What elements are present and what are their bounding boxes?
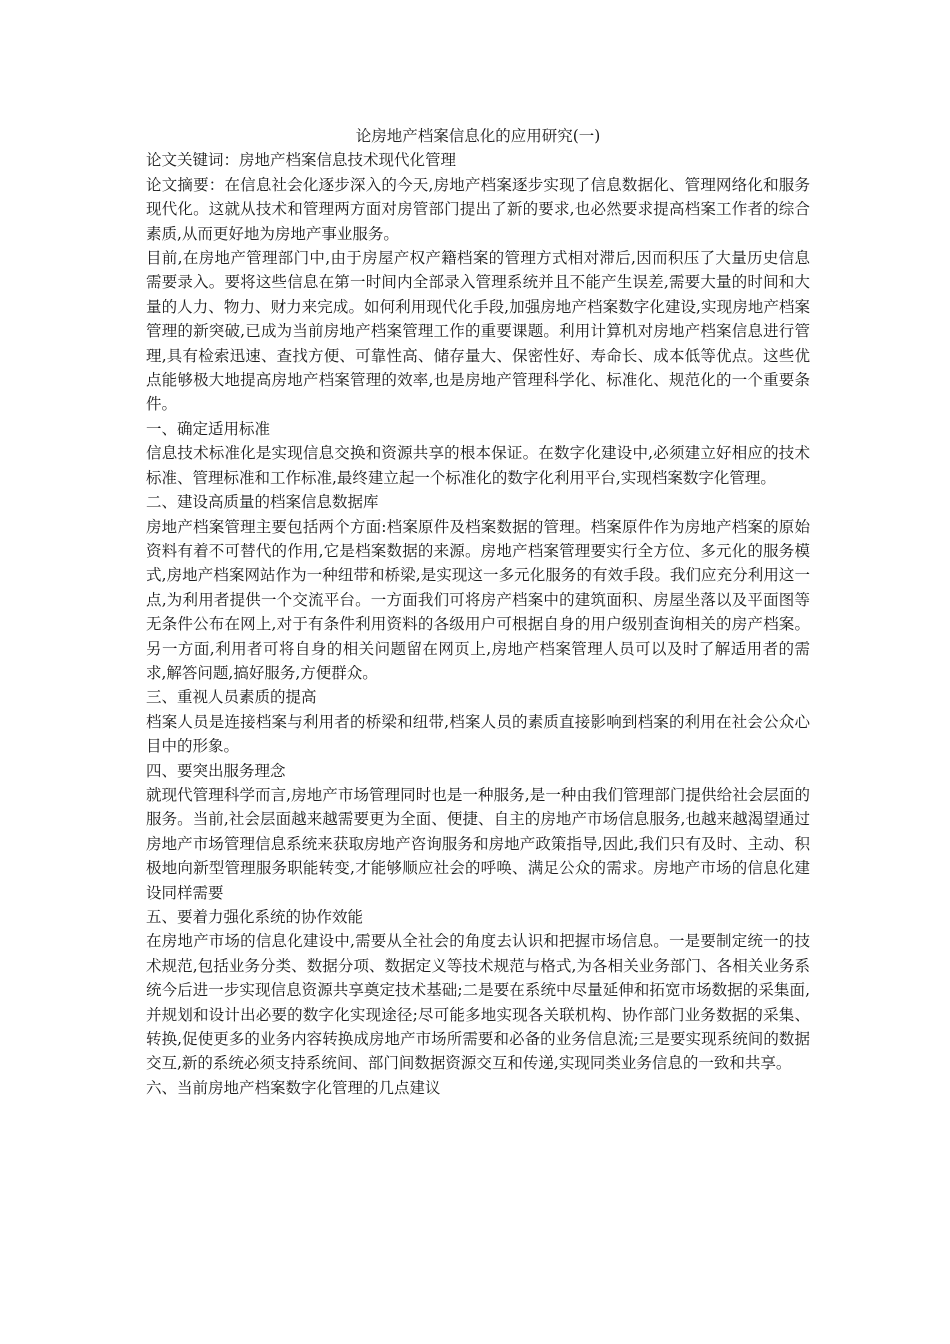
document-content — [146, 124, 810, 1100]
section-body: 信息技术标准化是实现信息交换和资源共享的根本保证。在数字化建设中,必须建立好相应的技术标准、管理标准和工作标准,最终建立起一个标准化的数字化利用平台,实现档案数字化管理。 — [146, 444, 810, 487]
section-heading: 二、建设高质量的档案信息数据库 — [146, 493, 379, 512]
document-title: 论房地产档案信息化的应用研究(一) — [355, 127, 601, 145]
section-body: 档案人员是连接档案与利用者的桥梁和纽带,档案人员的素质直接影响到档案的利用在社会公众心目中的形象。 — [146, 712, 810, 756]
section-body: 房地产档案管理主要包括两个方面:档案原件及档案数据的管理。档案原件作为房地产档案的原始资料有着不可替代的作用,它是档案数据的来源。房地产档案管理要实行全方位、多元化的服务模式,房地产档案网站作为一种纽带和桥梁,是实现这一多元化服务的有效手段。我们应充分利用这一点,为利用者提供一个交流平台。一方面我们可将房产档案中的建筑面积、房屋坐落以及平面图等无条件公布在网上,对于有条件利用资料的各级用户可根据自身的用户级别查询相关的房产档案。另一方面,利用者可将自身的相关问题留在网页上,房地产档案管理人员可以及时了解适用者的需求,解答问题,搞好服务,方便群众。 — [146, 517, 810, 682]
section-heading: 一、确定适用标准 — [146, 419, 271, 438]
intro-paragraph: 目前,在房地产管理部门中,由于房屋产权产籍档案的管理方式相对滞后,因而积压了大量历史信息需要录入。要将这些信息在第一时间内全部录入管理系统并且不能产生误差,需要大量的时间和大量的人力、物力、财力来完成。如何利用现代化手段,加强房地产档案数字化建设,实现房地产档案管理的新突破,已成为当前房地产档案管理工作的重要课题。利用计算机对房地产档案信息进行管理,具有检索迅速、查找方便、可靠性高、储存量大、保密性好、寿命长、成本低等优点。这些优点能够极大地提高房地产档案管理的效率,也是房地产管理科学化、标准化、规范化的一个重要条件。 — [146, 249, 810, 414]
abstract-paragraph: 论文摘要：在信息社会化逐步深入的今天,房地产档案逐步实现了信息数据化、管理网络化和服务现代化。这就从技术和管理两方面对房管部门提出了新的要求,也必然要求提高档案工作者的综合素质,从而更好地为房地产事业服务。 — [146, 175, 810, 243]
section-heading: 四、要突出服务理念 — [146, 761, 286, 780]
section-body: 在房地产市场的信息化建设中,需要从全社会的角度去认识和把握市场信息。一是要制定统一的技术规范,包括业务分类、数据分项、数据定义等技术规范与格式,为各相关业务部门、各相关业务系统今后进一步实现信息资源共享奠定技术基础;二是要在系统中尽量延伸和拓宽市场数据的采集面,并规划和设计出必要的数字化实现途径;尽可能多地实现各关联机构、协作部门业务数据的采集、转换,促使更多的业务内容转换成房地产市场所需要和必备的业务信息流;三是要实现系统间的数据交互,新的系统必须支持系统间、部门间数据资源交互和传递,实现同类业务信息的一致和共享。 — [146, 932, 810, 1073]
section-heading: 六、当前房地产档案数字化管理的几点建议 — [146, 1078, 441, 1097]
section-heading: 三、重视人员素质的提高 — [146, 688, 317, 707]
keywords-line: 论文关键词：房地产档案信息技术现代化管理 — [146, 151, 457, 170]
section-heading: 五、要着力强化系统的协作效能 — [146, 908, 364, 926]
section-body: 就现代管理科学而言,房地产市场管理同时也是一种服务,是一种由我们管理部门提供给社会层面的服务。当前,社会层面越来越需要更为全面、便捷、自主的房地产市场信息服务,也越来越渴望通过房地产市场管理信息系统来获取房地产咨询服务和房地产政策指导,因此,我们只有及时、主动、积极地向新型管理服务职能转变,才能够顺应社会的呼唤、满足公众的需求。房地产市场的信息化建设同样需要 — [146, 785, 810, 902]
